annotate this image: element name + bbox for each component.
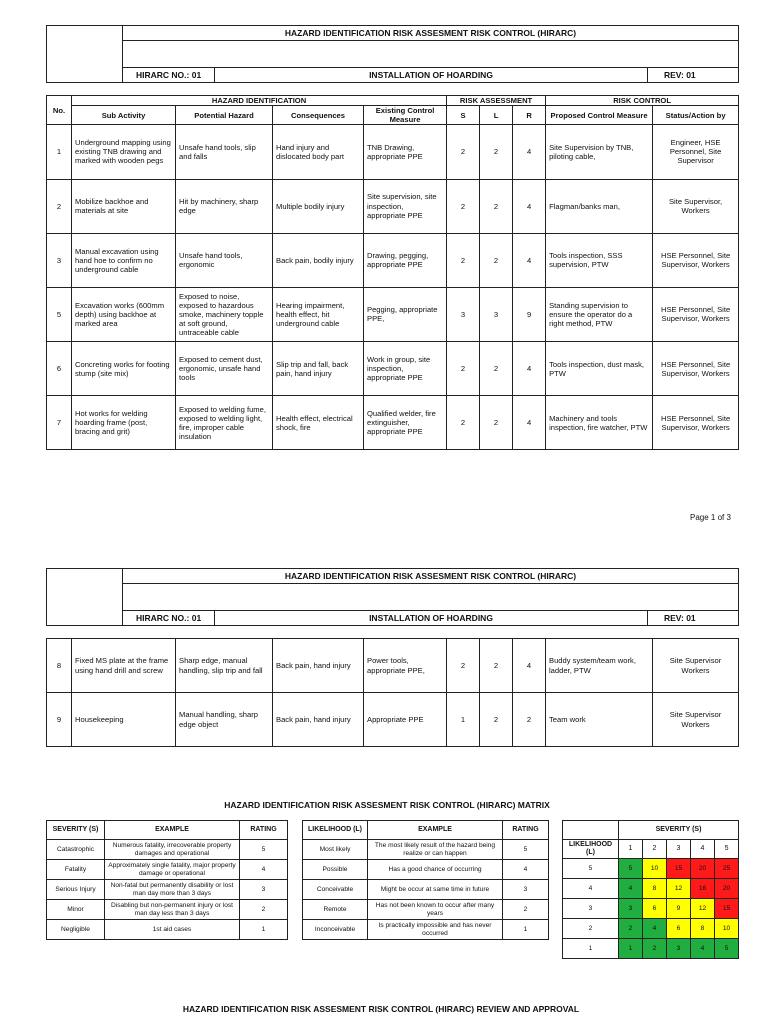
sub-activity-cell: Excavation works (600mm depth) using backhoe at marked area [72, 287, 176, 341]
existing-control-cell: Appropriate PPE [364, 693, 447, 747]
severity-cell: 2 [447, 125, 480, 179]
risk-score-cell: 4 [619, 879, 643, 899]
status-action-cell: HSE Personnel, Site Supervisor, Workers [653, 342, 739, 396]
potential-hazard-cell: Manual handling, sharp edge object [176, 693, 273, 747]
likelihood-table: LIKELIHOOD (L) EXAMPLE RATING Most likely The most likely result of the hazard being realize or can happen 5 Possible Has a good chance of occurring 4 Conceivable Might be occur at same time in future 3 Remote Has not been known to occur after many years 2 Inconceivable Is practically impossible and has never occurred 1 [302, 820, 549, 940]
risk-score-cell: 12 [691, 899, 715, 919]
sub-activity-cell: Manual excavation using hand hoe to confirm no underground cable [72, 233, 176, 287]
likelihood-cell: 2 [480, 639, 513, 693]
rating-cell: 2 [240, 900, 288, 920]
table-row [47, 179, 739, 233]
severity-cell: 2 [447, 233, 480, 287]
table-row [47, 396, 739, 450]
table-row [303, 900, 549, 920]
risk-score-cell: 15 [667, 859, 691, 879]
severity-level-cell: Catastrophic [47, 840, 105, 860]
severity-table: SEVERITY (S) EXAMPLE RATING Catastrophic Numerous fatality, irrecoverable property damages and operational 5 Fatality Approximately single fatality, major property damage or operational 4 Serious Injury Non-fatal but permanently disability or lost man day more than 3 days 3 Minor Disabling but non-permanent injury or lost man day less than 3 days 2 Negligible 1st aid cases 1 [46, 820, 288, 940]
risk-score-cell: 16 [691, 879, 715, 899]
table-row [47, 860, 288, 880]
risk-cell: 9 [513, 287, 546, 341]
risk-score-cell: 5 [715, 939, 739, 959]
risk-score-cell: 4 [643, 919, 667, 939]
activity-title: INSTALLATION OF HOARDING [215, 68, 648, 83]
rating-cell: 3 [240, 880, 288, 900]
document-title: HAZARD IDENTIFICATION RISK ASSESMENT RISK CONTROL (HIRARC) [123, 569, 739, 584]
severity-cell: 2 [447, 342, 480, 396]
proposed-control-cell: Team work [546, 693, 653, 747]
risk-score-cell: 25 [715, 859, 739, 879]
risk-score-cell: 10 [715, 919, 739, 939]
likelihood-value-cell: 1 [563, 939, 619, 959]
rating-cell: 5 [503, 840, 549, 860]
risk-score-cell: 4 [691, 939, 715, 959]
risk-score-cell: 12 [667, 879, 691, 899]
col-proposed-control: Proposed Control Measure [546, 106, 653, 125]
row-number-cell: 9 [47, 693, 72, 747]
sub-activity-cell: Underground mapping using existing TNB drawing and marked with wooden pegs [72, 125, 176, 179]
risk-score-cell: 8 [643, 879, 667, 899]
risk-score-cell: 2 [619, 919, 643, 939]
revision: REV: 01 [648, 68, 739, 83]
example-cell: Non-fatal but permanently disability or lost man day more than 3 days [105, 880, 240, 900]
risk-score-cell: 3 [667, 939, 691, 959]
severity-level-cell: Negligible [47, 920, 105, 940]
sub-activity-cell: Concreting works for footing stump (site mix) [72, 342, 176, 396]
risk-control-header: RISK CONTROL [546, 96, 739, 106]
potential-hazard-cell: Exposed to welding fume, exposed to welding light, fire, improper cable insulation [176, 396, 273, 450]
col-sub-activity: Sub Activity [72, 106, 176, 125]
hirarc-number: HIRARC NO.: 01 [123, 611, 215, 626]
proposed-control-cell: Tools inspection, SSS supervision, PTW [546, 233, 653, 287]
col-r: R [513, 106, 546, 125]
example-cell: Has not been known to occur after many years [368, 900, 503, 920]
page1-header [46, 25, 739, 83]
risk-score-cell: 2 [643, 939, 667, 959]
table-row [47, 880, 288, 900]
col-l: L [480, 106, 513, 125]
matrix-row [563, 919, 739, 939]
rating-cell: 2 [503, 900, 549, 920]
example-cell: Might be occur at same time in future [368, 880, 503, 900]
likelihood-cell: 2 [480, 342, 513, 396]
consequences-cell: Back pain, hand injury [273, 693, 364, 747]
table-row [47, 920, 288, 940]
hirarc-number: HIRARC NO.: 01 [123, 68, 215, 83]
hazard-identification-header: HAZARD IDENTIFICATION [72, 96, 447, 106]
existing-control-cell: Drawing, pegging, appropriate PPE [364, 233, 447, 287]
revision: REV: 01 [648, 611, 739, 626]
col-s: S [447, 106, 480, 125]
rating-cell: 4 [503, 860, 549, 880]
consequences-cell: Back pain, hand injury [273, 639, 364, 693]
existing-control-cell: Site supervision, site inspection, appropriate PPE [364, 179, 447, 233]
row-number-cell: 7 [47, 396, 72, 450]
status-action-cell: Site Supervisor, Workers [653, 179, 739, 233]
risk-cell: 2 [513, 693, 546, 747]
row-number-cell: 5 [47, 287, 72, 341]
likelihood-axis-label: LIKELIHOOD (L) [563, 840, 619, 859]
severity-level-cell: Serious Injury [47, 880, 105, 900]
consequences-cell: Hearing impairment, health effect, hit underground cable [273, 287, 364, 341]
example-cell: Has a good chance of occurring [368, 860, 503, 880]
likelihood-cell: 2 [480, 233, 513, 287]
existing-control-cell: Qualified welder, fire extinguisher, appropriate PPE [364, 396, 447, 450]
potential-hazard-cell: Sharp edge, manual handling, slip trip and fall [176, 639, 273, 693]
example-cell: 1st aid cases [105, 920, 240, 940]
severity-cell: 3 [447, 287, 480, 341]
matrix-title: HAZARD IDENTIFICATION RISK ASSESMENT RISK CONTROL (HIRARC) MATRIX [224, 800, 550, 810]
potential-hazard-cell: Exposed to noise, exposed to hazardous smoke, machinery topple at soft ground, untraceable cable [176, 287, 273, 341]
example-cell: Numerous fatality, irrecoverable property damages and operational [105, 840, 240, 860]
col-status: Status/Action by [653, 106, 739, 125]
sub-activity-cell: Hot works for welding hoarding frame (post, bracing and grit) [72, 396, 176, 450]
severity-cell: 2 [447, 179, 480, 233]
consequences-cell: Multiple bodily injury [273, 179, 364, 233]
risk-score-cell: 20 [691, 859, 715, 879]
sub-activity-cell: Fixed MS plate at the frame using hand drill and screw [72, 639, 176, 693]
rating-cell: 5 [240, 840, 288, 860]
table-row [303, 840, 549, 860]
consequences-cell: Slip trip and fall, back pain, hand injury [273, 342, 364, 396]
existing-control-cell: Power tools, appropriate PPE, [364, 639, 447, 693]
col-potential-hazard: Potential Hazard [176, 106, 273, 125]
row-number-cell: 6 [47, 342, 72, 396]
status-action-cell: HSE Personnel, Site Supervisor, Workers [653, 233, 739, 287]
rating-cell: 4 [240, 860, 288, 880]
severity-level-cell: Fatality [47, 860, 105, 880]
risk-cell: 4 [513, 342, 546, 396]
sub-activity-cell: Housekeeping [72, 693, 176, 747]
table-row [303, 860, 549, 880]
risk-cell: 4 [513, 125, 546, 179]
table-row [47, 639, 739, 693]
risk-score-cell: 1 [619, 939, 643, 959]
rating-cell: 3 [503, 880, 549, 900]
existing-control-cell: TNB Drawing, appropriate PPE [364, 125, 447, 179]
status-action-cell: HSE Personnel, Site Supervisor, Workers [653, 396, 739, 450]
example-cell: Is practically impossible and has never occurred [368, 920, 503, 940]
proposed-control-cell: Machinery and tools inspection, fire watcher, PTW [546, 396, 653, 450]
consequences-cell: Hand injury and dislocated body part [273, 125, 364, 179]
risk-score-cell: 9 [667, 899, 691, 919]
severity-cell: 2 [447, 396, 480, 450]
likelihood-level-cell: Remote [303, 900, 368, 920]
likelihood-level-cell: Most likely [303, 840, 368, 860]
table-row [47, 342, 739, 396]
table-row [303, 920, 549, 940]
likelihood-value-cell: 4 [563, 879, 619, 899]
status-action-cell: Site Supervisor Workers [653, 693, 739, 747]
risk-score-cell: 15 [715, 899, 739, 919]
risk-cell: 4 [513, 639, 546, 693]
consequences-cell: Health effect, electrical shock, fire [273, 396, 364, 450]
risk-score-cell: 20 [715, 879, 739, 899]
potential-hazard-cell: Unsafe hand tools, ergonomic [176, 233, 273, 287]
col-existing-control: Existing Control Measure [364, 106, 447, 125]
matrix-row [563, 899, 739, 919]
matrix-row [563, 939, 739, 959]
example-cell: Disabling but non-permanent injury or lost man day less than 3 days [105, 900, 240, 920]
table-row [47, 840, 288, 860]
sub-activity-cell: Mobilize backhoe and materials at site [72, 179, 176, 233]
review-title: HAZARD IDENTIFICATION RISK ASSESMENT RISK CONTROL (HIRARC) REVIEW AND APPROVAL [182, 1004, 580, 1014]
hirarc-table-page1 [46, 95, 739, 450]
risk-score-cell: 10 [643, 859, 667, 879]
likelihood-value-cell: 2 [563, 919, 619, 939]
table-row [303, 880, 549, 900]
likelihood-level-cell: Inconceivable [303, 920, 368, 940]
status-action-cell: HSE Personnel, Site Supervisor, Workers [653, 287, 739, 341]
likelihood-cell: 2 [480, 693, 513, 747]
table-row [47, 287, 739, 341]
severity-cell: 2 [447, 639, 480, 693]
col-consequences: Consequences [273, 106, 364, 125]
risk-cell: 4 [513, 233, 546, 287]
risk-cell: 4 [513, 179, 546, 233]
rating-cell: 1 [240, 920, 288, 940]
status-action-cell: Site Supervisor Workers [653, 639, 739, 693]
page2-header [46, 568, 739, 626]
risk-score-cell: 6 [667, 919, 691, 939]
table-row [47, 900, 288, 920]
risk-score-cell: 3 [619, 899, 643, 919]
table-row [47, 233, 739, 287]
existing-control-cell: Pegging, appropriate PPE, [364, 287, 447, 341]
likelihood-level-cell: Conceivable [303, 880, 368, 900]
status-action-cell: Engineer, HSE Personnel, Site Supervisor [653, 125, 739, 179]
likelihood-cell: 2 [480, 179, 513, 233]
col-no: No. [47, 96, 72, 125]
risk-score-cell: 8 [691, 919, 715, 939]
risk-score-cell: 5 [619, 859, 643, 879]
risk-cell: 4 [513, 396, 546, 450]
example-cell: The most likely result of the hazard being realize or can happen [368, 840, 503, 860]
proposed-control-cell: Flagman/banks man, [546, 179, 653, 233]
severity-cell: 1 [447, 693, 480, 747]
proposed-control-cell: Standing supervision to ensure the operator do a right method, PTW [546, 287, 653, 341]
activity-title: INSTALLATION OF HOARDING [215, 611, 648, 626]
rating-cell: 1 [503, 920, 549, 940]
risk-score-cell: 6 [643, 899, 667, 919]
document-title: HAZARD IDENTIFICATION RISK ASSESMENT RISK CONTROL (HIRARC) [123, 26, 739, 41]
example-cell: Approximately single fatality, major property damage or operational [105, 860, 240, 880]
table-row [47, 125, 739, 179]
existing-control-cell: Work in group, site inspection, appropriate PPE [364, 342, 447, 396]
severity-level-cell: Minor [47, 900, 105, 920]
row-number-cell: 2 [47, 179, 72, 233]
row-number-cell: 3 [47, 233, 72, 287]
matrix-row [563, 879, 739, 899]
row-number-cell: 1 [47, 125, 72, 179]
severity-axis-label: SEVERITY (S) [619, 821, 739, 840]
row-number-cell: 8 [47, 639, 72, 693]
page-number: Page 1 of 3 [690, 513, 731, 522]
likelihood-cell: 3 [480, 287, 513, 341]
risk-matrix: SEVERITY (S) LIKELIHOOD (L) 1 2 3 4 5 5 5 10 15 20 25 4 4 8 12 16 20 3 3 6 9 12 15 2 2 4 6 8 10 1 1 2 3 4 5 [562, 820, 739, 959]
likelihood-value-cell: 5 [563, 859, 619, 879]
likelihood-value-cell: 3 [563, 899, 619, 919]
matrix-row [563, 859, 739, 879]
table-row [47, 693, 739, 747]
consequences-cell: Back pain, bodily injury [273, 233, 364, 287]
proposed-control-cell: Buddy system/team work, ladder, PTW [546, 639, 653, 693]
proposed-control-cell: Tools inspection, dust mask, PTW [546, 342, 653, 396]
potential-hazard-cell: Unsafe hand tools, slip and falls [176, 125, 273, 179]
potential-hazard-cell: Exposed to cement dust, ergonomic, unsafe hand tools [176, 342, 273, 396]
hirarc-table-page2 [46, 638, 739, 747]
potential-hazard-cell: Hit by machinery, sharp edge [176, 179, 273, 233]
risk-assessment-header: RISK ASSESSMENT [447, 96, 546, 106]
likelihood-cell: 2 [480, 396, 513, 450]
likelihood-cell: 2 [480, 125, 513, 179]
likelihood-level-cell: Possible [303, 860, 368, 880]
proposed-control-cell: Site Supervision by TNB, piloting cable, [546, 125, 653, 179]
